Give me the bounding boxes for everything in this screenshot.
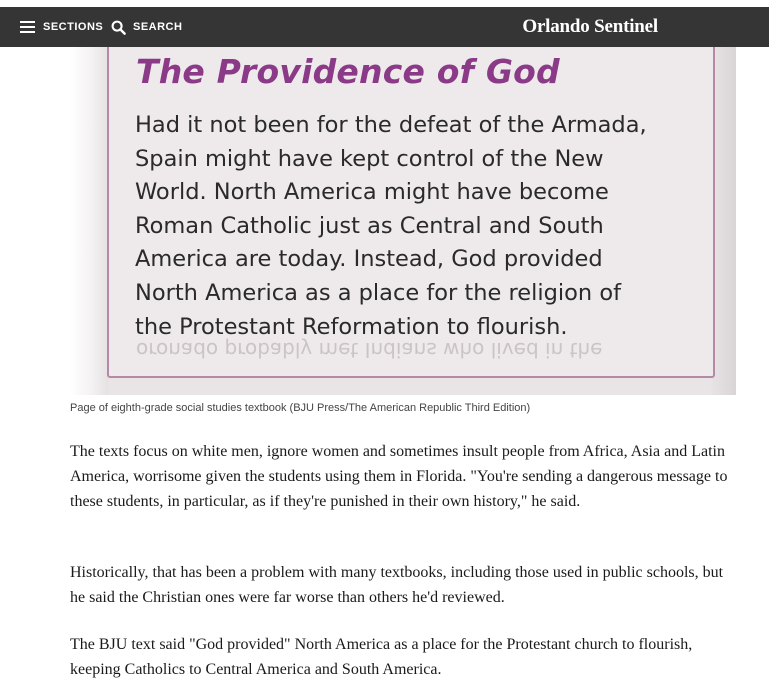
photo-caption: Page of eighth-grade social studies textbook (BJU Press/The American Republic Third Edition)	[70, 402, 531, 414]
sections-menu-button[interactable]	[20, 7, 103, 47]
textbook-line: World. North America might have become	[135, 179, 609, 206]
search-icon	[111, 20, 126, 35]
search-button[interactable]	[111, 7, 182, 47]
article-paragraph: Historically, that has been a problem with many textbooks, including those used in public schools, but he said the Christian ones were far worse than others he'd reviewed.	[70, 564, 724, 606]
top-nav-bar	[0, 7, 769, 47]
textbook-line: America are today. Instead, God provided	[135, 246, 603, 273]
textbook-title: The Providence of God	[136, 52, 560, 91]
article-paragraph: The texts focus on white men, ignore women and sometimes insult people from Africa, Asia and Latin America, worrisome given the students using them in Florida. "You're sending a dangerous message to these students, in particular, as if they're punished in their own history," he said.	[70, 443, 728, 510]
sections-label: SECTIONS	[43, 21, 104, 33]
textbook-line: the Protestant Reformation to flourish.	[135, 313, 568, 340]
textbook-line: Roman Catholic just as Central and South	[135, 212, 604, 239]
photo-shading	[70, 47, 108, 395]
hamburger-icon	[20, 21, 35, 33]
textbook-photo	[70, 47, 736, 395]
article-paragraph: The BJU text said "God provided" North America as a place for the Protestant church to flourish, keeping Catholics to Central America and South America.	[70, 636, 693, 678]
brand-logo[interactable]: Orlando Sentinel	[522, 16, 658, 37]
textbook-line: North America as a place for the religion of	[135, 279, 622, 306]
textbook-line: Spain might have kept control of the New	[135, 145, 604, 172]
textbook-line: Had it not been for the defeat of the Armada,	[135, 112, 647, 138]
bleed-through-text: oronado probably met Indians who lived in the	[136, 338, 603, 362]
textbook-body	[135, 109, 705, 344]
search-label: SEARCH	[133, 21, 183, 33]
